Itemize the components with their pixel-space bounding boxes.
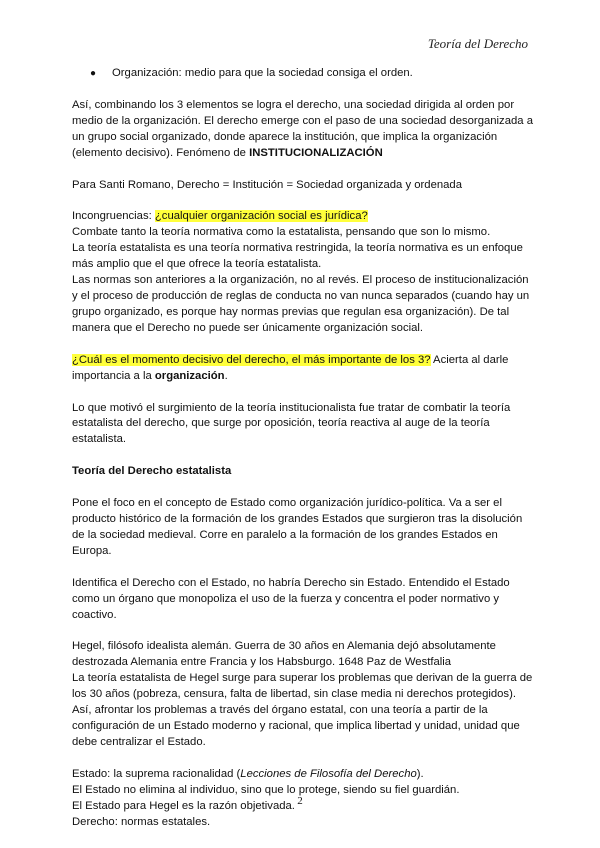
running-header: Teoría del Derecho — [427, 36, 528, 51]
paragraph-hegel: Hegel, filósofo idealista alemán. Guerra de 30 años en Alemania dejó absolutamente destrozada Alemania entre Francia y los Habsburgo. 1648 Paz de Westfalia — [72, 640, 496, 669]
paragraph-line: Las normas son anteriores a la organización, no al revés. El proceso de institucionalización y el proceso de producción de reglas de conducta no van nunca separados (cuando hay un grupo organizado, es porque hay normas previas que regulan esa organización). De tal manera que el Derecho no puede ser únicamente organización social. — [72, 274, 530, 334]
paragraph-line: Así, afrontar los problemas a través del órgano estatal, con una teoría a partir de la configuración de un Estado moderno y racional, que implica libertad y unidad, unidad que debe centralizar el Estado. — [72, 704, 520, 748]
paragraph-line: El Estado para Hegel es la razón objetivada. — [72, 799, 295, 812]
highlighted-question: ¿cualquier organización social es jurídica? — [154, 210, 368, 223]
paragraph-text: . — [224, 369, 228, 382]
paragraph-santi-romano: Para Santi Romano, Derecho = Institución = Sociedad organizada y ordenada — [72, 178, 462, 191]
bold-term: INSTITUCIONALIZACIÓN — [249, 146, 383, 159]
bullet-text: Organización: medio para que la sociedad consiga el orden. — [112, 67, 413, 79]
paragraph-line: La teoría estatalista es una teoría normativa restringida, la teoría normativa es un enfoque más amplio que el que ofrece la teoría estatalista. — [72, 242, 523, 271]
paragraph-line: Derecho: normas estatales. — [72, 815, 211, 828]
paragraph-incongruencias — [72, 209, 534, 225]
paragraph-institucionalizacion — [72, 98, 534, 162]
paragraph-text: ). — [416, 767, 424, 780]
page-number: 2 — [297, 795, 303, 807]
paragraph-text: Estado: la suprema racionalidad ( — [72, 767, 241, 780]
section-heading: Teoría del Derecho estatalista — [72, 465, 232, 478]
book-title: Lecciones de Filosofía del Derecho — [240, 767, 417, 780]
paragraph-text: Incongruencias: — [72, 210, 155, 223]
bullet-marker: ● — [90, 68, 97, 79]
paragraph-line: Combate tanto la teoría normativa como la estatalista, pensando que son lo mismo. — [72, 226, 491, 239]
paragraph-identifica: Identifica el Derecho con el Estado, no habría Derecho sin Estado. Entendido el Estado como un órgano que monopoliza el uso de la fuerza y concentra el poder normativo y coactivo. — [72, 576, 510, 621]
document-body — [72, 66, 534, 830]
paragraph-estado: Pone el foco en el concepto de Estado como organización jurídico-política. Va a ser el producto histórico de la formación de los grandes Estados que surgieron tras la disolución de la sociedad medieval. Corre en paralelo a la formación de los grandes Estados en Europa. — [72, 497, 523, 557]
paragraph-text: Así, combinando los 3 elementos se logra el derecho, una sociedad dirigida al orden por medio de la organización. El derecho emerge con el paso de una sociedad desorganizada a un grupo social organizado, donde aparece la institución, que implica la organización (elemento decisivo). Fenómeno de — [72, 98, 533, 159]
paragraph-line: La teoría estatalista de Hegel surge para superar los problemas que derivan de la guerra de los 30 años (pobreza, censura, falta de libertad, sin clase media ni derechos protegidos). — [72, 672, 533, 701]
highlighted-question: ¿Cuál es el momento decisivo del derecho, el más importante de los 3? — [72, 353, 431, 366]
paragraph-momento-decisivo — [72, 353, 534, 385]
paragraph-suprema-racionalidad — [72, 767, 534, 783]
paragraph-institucionalista: Lo que motivó el surgimiento de la teoría institucionalista fue tratar de combatir la teoría estatalista del derecho, que surge por oposición, teoría reactiva al auge de la teoría estatalista. — [72, 401, 511, 446]
bold-term: organización — [154, 369, 225, 382]
paragraph-line: El Estado no elimina al individuo, sino que lo protege, siendo su fiel guardián. — [72, 783, 460, 796]
paragraph-text: Acierta al darle importancia a la — [72, 353, 509, 382]
bullet-item — [72, 66, 534, 82]
